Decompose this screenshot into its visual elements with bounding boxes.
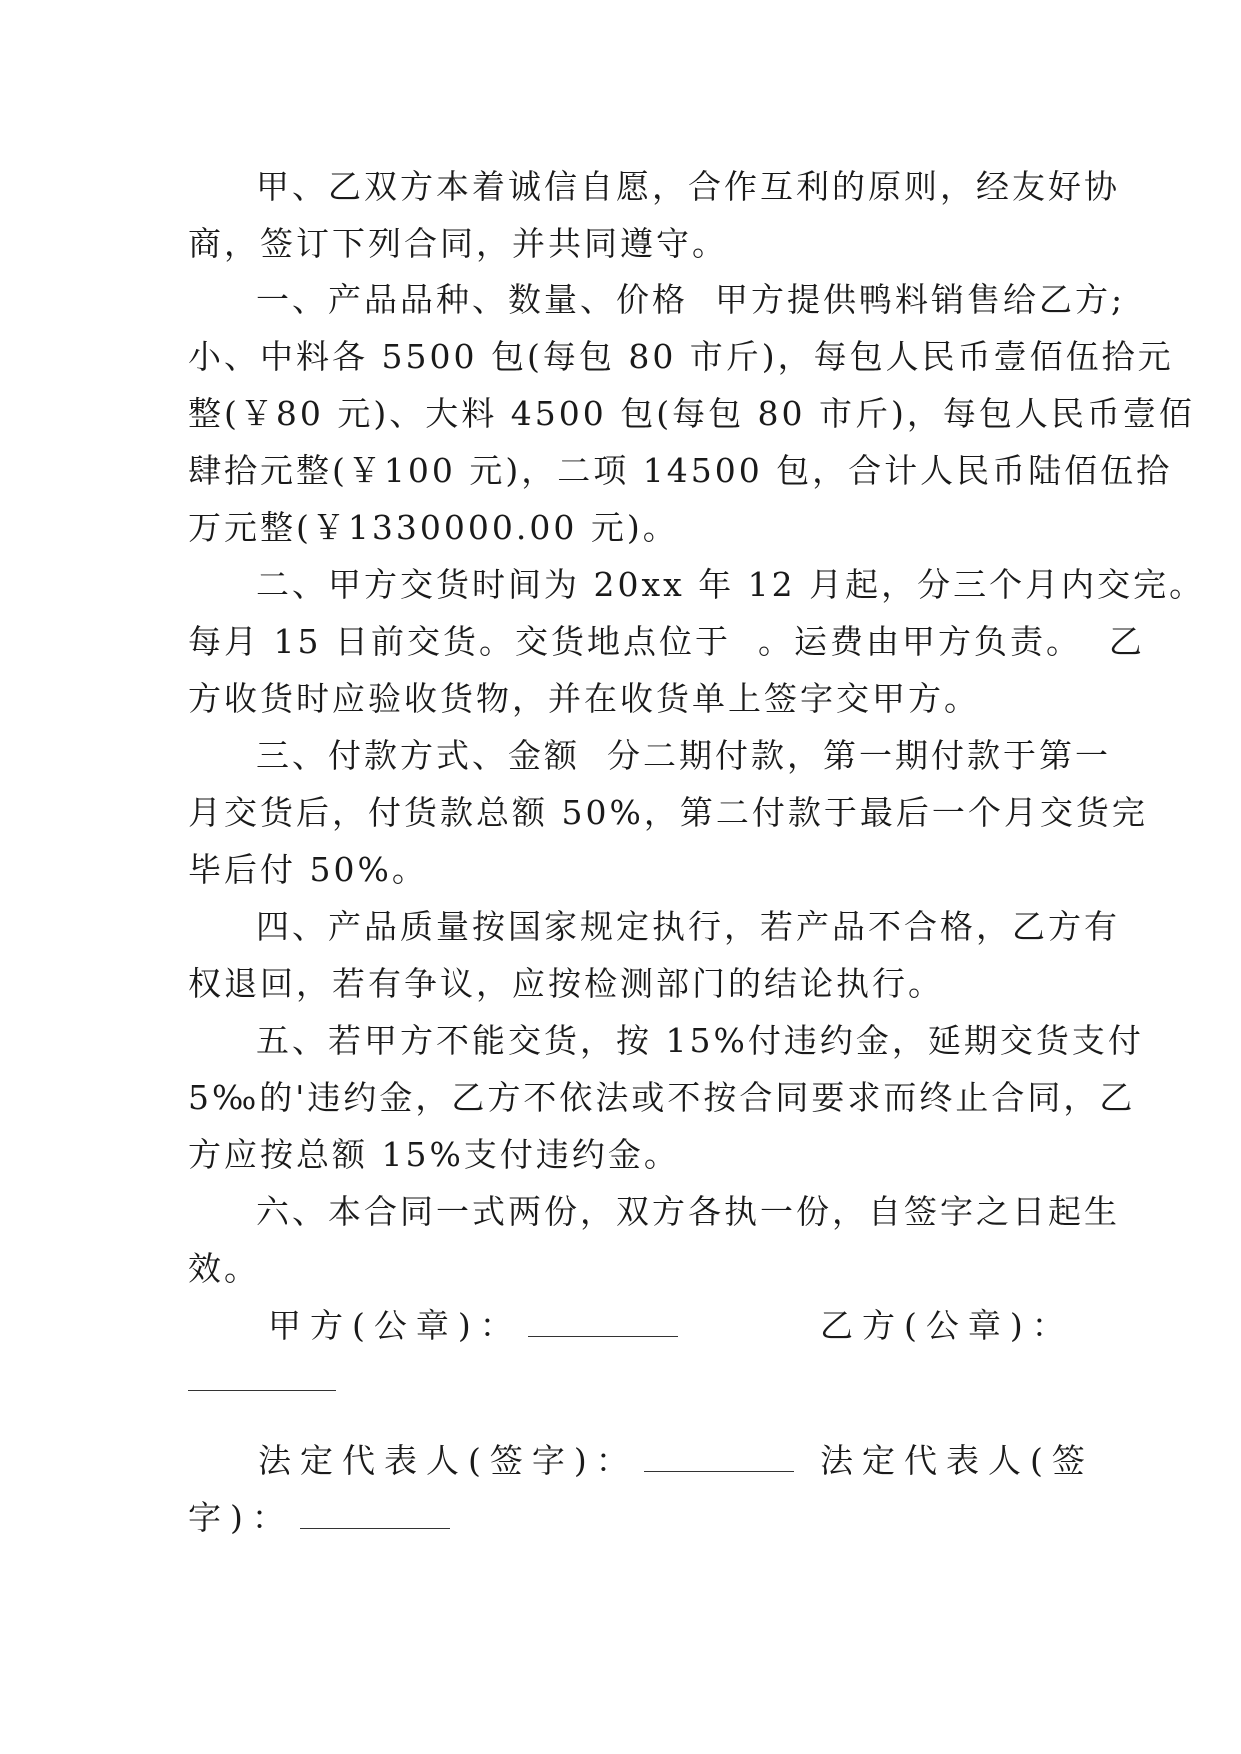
paragraph-line: 五、若甲方不能交货，按 15%付违约金，延期交货支付 [256, 1021, 1144, 1060]
party-a-seal-blank [528, 1310, 678, 1337]
paragraph-line: 方收货时应验收货物，并在收货单上签字交甲方。 [188, 679, 980, 718]
rep-b-blank [300, 1502, 450, 1529]
paragraph-line: 甲、乙双方本着诚信自愿，合作互利的原则，经友好协 [256, 167, 1120, 206]
rep-a-blank [644, 1445, 794, 1472]
paragraph-line: 毕后付 50%。 [188, 850, 428, 889]
paragraph-line: 每月 15 日前交货。交货地点位于 。运费由甲方负责。 乙 [188, 622, 1145, 661]
party-b-seal-label: 乙方(公章)： [820, 1306, 1074, 1345]
paragraph-line: 商，签订下列合同，并共同遵守。 [188, 224, 728, 263]
paragraph-line: 月交货后，付货款总额 50%，第二付款于最后一个月交货完 [188, 793, 1148, 832]
paragraph-line: 四、产品质量按国家规定执行，若产品不合格，乙方有 [256, 907, 1120, 946]
rep-a-label: 法定代表人(签字)： [258, 1441, 794, 1481]
paragraph-line: 5‰的'违约金，乙方不依法或不按合同要求而终止合同，乙 [188, 1078, 1136, 1117]
rep-b-label: 法定代表人(签 [820, 1441, 1094, 1480]
party-b-seal-blank [188, 1390, 336, 1391]
rep-b-label-cont: 字)： [188, 1498, 450, 1538]
party-a-seal-label: 甲方(公章)： [268, 1306, 678, 1346]
paragraph-line: 二、甲方交货时间为 20xx 年 12 月起，分三个月内交完。 [256, 565, 1206, 604]
paragraph-line: 权退回，若有争议，应按检测部门的结论执行。 [188, 964, 944, 1003]
paragraph-line: 万元整(￥1330000.00 元)。 [188, 508, 679, 547]
paragraph-line: 肆拾元整(￥100 元)，二项 14500 包，合计人民币陆佰伍拾 [188, 451, 1173, 490]
paragraph-line: 小、中料各 5500 包(每包 80 市斤)，每包人民币壹佰伍拾元 [188, 337, 1174, 376]
paragraph-line: 方应按总额 15%支付违约金。 [188, 1135, 680, 1174]
paragraph-line: 整(￥80 元)、大料 4500 包(每包 80 市斤)，每包人民币壹佰 [188, 394, 1195, 433]
paragraph-line: 六、本合同一式两份，双方各执一份，自签字之日起生 [256, 1192, 1120, 1231]
paragraph-line: 效。 [188, 1249, 260, 1288]
paragraph-line: 一、产品品种、数量、价格 甲方提供鸭料销售给乙方; [256, 280, 1126, 319]
paragraph-line: 三、付款方式、金额 分二期付款，第一期付款于第一 [256, 736, 1111, 775]
